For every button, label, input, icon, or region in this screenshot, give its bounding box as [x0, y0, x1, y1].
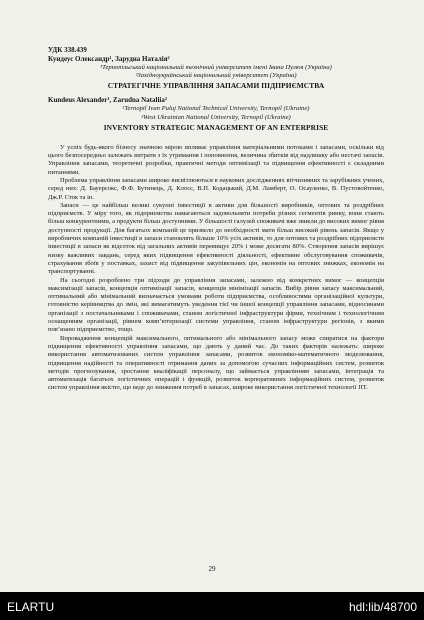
title-eng: INVENTORY STRATEGIC MANAGEMENT OF AN ENTERPRISE	[103, 122, 329, 132]
paragraph-5: Впровадження концепцій максимального, оптимального або мінімального запасу може спиратися на фактори підвищення ефективності управління запасами, що дають у даний час. До таких факторів належать: широке використання автоматизованих систем управління запасами, розвиток економіко-математичного моделювання, підвищення надійності та оперативності отримання даних за допомогою сучасних інформаційних систем, розвиток методів прогнозування, зростання кваліфікації персоналу, що займається управлінням запасами, інтеграція та автоматизація багатьох логістичних операцій і функцій, розвиток корпоративних інформаційних систем, розвиток систем управління якістю, що веде до зниження потреб в запасах, широке використання логістичної технології JIT.	[48, 334, 384, 392]
udk-code: УДК 338.439	[48, 46, 87, 54]
paragraph-3: Запаси — це найбільш великі сукупні інвестиції в активи для більшості виробників, оптових та роздрібних підприємств. У міру того, як підприємства намагаються задовольняти потреби різних сегментів ринку, вони стають більш конкурентними, а продукти більш доступними. У більшості галузей споживачі вже звикли до високих вимог рівня доступності продукції. Для багатьох компаній це призвело до необхідності мати більш високий рівень запасів. Якщо у виробничих компаній інвестиції в запаси становлять більше 10% усіх активів, то для оптових та роздрібних підприємств інвестиції в запаси як відсоток від загальних активів перевищує 20% і може досягати 80%. Створення запасів вирішує низку важливих завдань, серед яких підвищення ефективності діяльності, ефективне обслуговування споживачів, страхування збоїв у поставках, захист від підвищення закупівельних цін, економія на оптових знижках, економія на транспортуванні.	[48, 201, 384, 276]
paragraph-4: На сьогодні розроблено три підходи до управління запасами, залежно від конкретних вимог — концепція максимізації запасів, концепція оптимізації запасів, концепція мінімізації запасів. Вибір рівня запасу максимальний, оптимальний або мінімальний визначається умовами роботи підприємства, особливостями організаційної культури, готовністю керівництва до змін, які вимагатимуть уведення тієї чи іншої концепції управління запасами, відносинами організації з постачальниками і споживачами, станом логістичної інфраструктури фірми, технічним і технологічним оснащенням організації, рівнем комп’ютеризації системи управління, станом інфраструктури регіонів, з якими пов’язано підприємство, тощо.	[48, 276, 384, 334]
affiliation-ukr-2: ²Західноукраїнський національний університет (Україна)	[135, 72, 297, 80]
paragraph-2: Проблема управління запасами широко висвітлюються в наукових дослідженнях вітчизняних та зарубіжних учених, серед них: Д. Бауерсокс, Ф.Ф. Бутинець, Д. Клосс, В.П. Кодацький, Д.М. Ламберт, О. Осауленко, В. Пустовойтенко, Дж.Р. Сток та ін.	[48, 177, 384, 201]
authors-eng: Kundeus Alexander¹, Zarudna Nataliia²	[48, 96, 167, 105]
footer-bar	[0, 592, 424, 620]
body-text	[48, 144, 384, 393]
page-number: 29	[208, 565, 216, 573]
title-ukr: СТРАТЕГІЧНЕ УПРАВЛІННЯ ЗАПАСАМИ ПІДПРИЄМСТВА	[107, 81, 325, 91]
footer-repository-name: ELARTU	[7, 600, 55, 614]
footer-handle-link[interactable]: hdl:lib/48700	[348, 600, 417, 614]
affiliation-ukr-1: ¹Тернопільський національний технічний університет імені Івана Пулюя (Україна)	[100, 64, 332, 71]
affiliation-eng-1: ¹Ternopil Ivan Puluj National Technical University, Ternopil (Ukraine)	[122, 105, 310, 113]
paragraph-1: У успіх будь-якого бізнесу значною мірою впливає управління матеріальними потоками і запасами, оскільки від цього безпосередньо залежать витрати з їх утримання і поповнення, величина збитків від надлишку або нестачі запасів. Управління запасами, теоретичні розробки, практичні методи оптимізації та підвищення ефективності є складними питаннями.	[48, 143, 384, 176]
affiliation-eng-2: ²West Ukrainian National University, Ternopil (Ukraine)	[141, 113, 291, 121]
authors-ukr: Кундеус Олександр¹, Зарудна Наталія²	[48, 55, 170, 63]
